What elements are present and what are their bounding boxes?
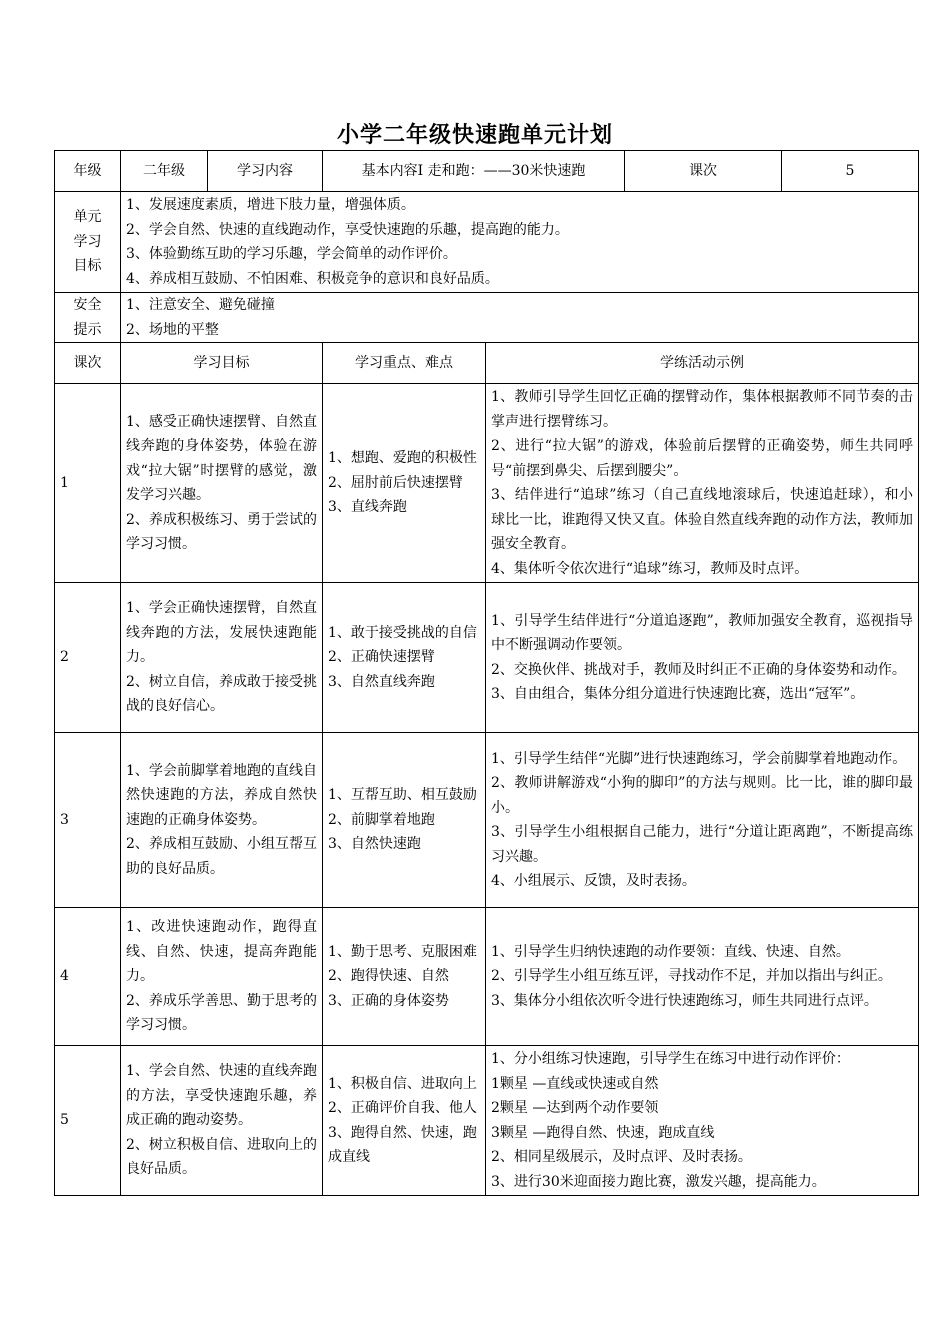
lesson-goals: 1、学会自然、快速的直线奔跑的方法，享受快速跑乐趣，养成正确的跑动姿势。 2、树立积极自信、进取向上的良好品质。	[121, 1046, 323, 1196]
lesson-activities: 1、引导学生结伴“光脚”进行快速跑练习，学会前脚掌着地跑动作。 2、教师讲解游戏“小狗的脚印”的方法与规则。比一比，谁的脚印最小。 3、引导学生小组根据自己能力，进行“分道让距离跑”，不断提高练习兴趣。 4、小组展示、反馈，及时表扬。	[486, 733, 919, 908]
lesson-keys: 1、敢于接受挑战的自信 2、正确快速摆臂 3、自然直线奔跑	[323, 583, 486, 733]
lesson-activities: 1、引导学生归纳快速跑的动作要领：直线、快速、自然。 2、引导学生小组互练互评，寻找动作不足，并加以指出与纠正。 3、集体分小组依次听令进行快速跑练习，师生共同进行点评。	[486, 908, 919, 1046]
safety-row	[55, 293, 919, 343]
lesson-number: 1	[55, 384, 121, 583]
lesson-row	[55, 733, 919, 908]
column-header: 学练活动示例	[486, 343, 919, 384]
column-header-row	[55, 343, 919, 384]
lesson-label: 课次	[625, 151, 782, 192]
lesson-keys: 1、勤于思考、克服困难 2、跑得快速、自然 3、正确的身体姿势	[323, 908, 486, 1046]
lesson-value: 5	[782, 151, 919, 192]
header-row	[55, 151, 919, 192]
unit-goal-item: 3、体验勤练互助的学习乐趣，学会简单的动作评价。	[126, 246, 457, 262]
lesson-goals: 1、感受正确快速摆臂、自然直线奔跑的身体姿势，体验在游戏“拉大锯”时摆臂的感觉，激发学习兴趣。 2、养成积极练习、勇于尝试的学习习惯。	[121, 384, 323, 583]
lesson-keys: 1、互帮互助、相互鼓励 2、前脚掌着地跑 3、自然快速跑	[323, 733, 486, 908]
column-header: 课次	[55, 343, 121, 384]
page-title: 小学二年级快速跑单元计划	[336, 122, 613, 148]
safety-item: 1、注意安全、避免碰撞	[126, 297, 275, 313]
lesson-row	[55, 583, 919, 733]
lesson-keys: 1、积极自信、进取向上 2、正确评价自我、他人 3、跑得自然、快速，跑成直线	[323, 1046, 486, 1196]
lesson-row	[55, 908, 919, 1046]
content-label: 学习内容	[208, 151, 323, 192]
lesson-keys: 1、想跑、爱跑的积极性 2、屈肘前后快速摆臂 3、直线奔跑	[323, 384, 486, 583]
unit-goals-row	[55, 192, 919, 293]
lesson-number: 2	[55, 583, 121, 733]
lesson-number: 5	[55, 1046, 121, 1196]
unit-goal-item: 2、学会自然、快速的直线跑动作，享受快速跑的乐趣，提高跑的能力。	[126, 221, 569, 238]
lesson-goals: 1、学会正确快速摆臂，自然直线奔跑的方法，发展快速跑能力。 2、树立自信，养成敢于接受挑战的良好信心。	[121, 583, 323, 733]
safety-label: 安全 提示	[55, 293, 121, 343]
grade-value: 二年级	[121, 151, 208, 192]
lesson-goals: 1、学会前脚掌着地跑的直线自然快速跑的方法，养成自然快速跑的正确身体姿势。 2、养成相互鼓励、小组互帮互助的良好品质。	[121, 733, 323, 908]
unit-goals-content	[121, 192, 919, 293]
lesson-activities: 1、分小组练习快速跑，引导学生在练习中进行动作评价： 1颗星 —直线或快速或自然 2颗星 —达到两个动作要领 3颗星 —跑得自然、快速，跑成直线 2、相同星级展示，及时点评、及时表扬。 3、进行30米迎面接力跑比赛，激发兴趣，提高能力。	[486, 1046, 919, 1196]
unit-goal-item: 1、发展速度素质，增进下肢力量，增强体质。	[126, 197, 415, 213]
lesson-number: 3	[55, 733, 121, 908]
lesson-activities: 1、教师引导学生回忆正确的摆臂动作，集体根据教师不同节奏的击掌声进行摆臂练习。 2、进行“拉大锯”的游戏，体验前后摆臂的正确姿势，师生共同呼号“前摆到鼻尖、后摆到腰尖”。 3、结伴进行“追球”练习（自己直线地滚球后，快速追赶球），和小球比一比，谁跑得又快又直。体验自然直线奔跑的动作方法，教师加强安全教育。 4、集体听令依次进行“追球”练习，教师及时点评。	[486, 384, 919, 583]
lesson-number: 4	[55, 908, 121, 1046]
lesson-activities: 1、引导学生结伴进行“分道追逐跑”，教师加强安全教育，巡视指导中不断强调动作要领。 2、交换伙伴、挑战对手，教师及时纠正不正确的身体姿势和动作。 3、自由组合，集体分组分道进行快速跑比赛，选出“冠军”。	[486, 583, 919, 733]
column-header: 学习重点、难点	[323, 343, 486, 384]
grade-label: 年级	[55, 151, 121, 192]
safety-item: 2、场地的平整	[126, 321, 219, 338]
lesson-row	[55, 1046, 919, 1196]
content-value: 基本内容Ⅰ 走和跑：——30米快速跑	[323, 151, 625, 192]
unit-goal-item: 4、养成相互鼓励、不怕困难、积极竞争的意识和良好品质。	[126, 270, 499, 287]
lesson-goals: 1、改进快速跑动作，跑得直线、自然、快速，提高奔跑能力。 2、养成乐学善思、勤于思考的学习习惯。	[121, 908, 323, 1046]
safety-content	[121, 293, 919, 343]
lesson-row	[55, 384, 919, 583]
unit-plan-table	[54, 150, 919, 1196]
column-header: 学习目标	[121, 343, 323, 384]
unit-goals-label: 单元 学习 目标	[55, 192, 121, 293]
